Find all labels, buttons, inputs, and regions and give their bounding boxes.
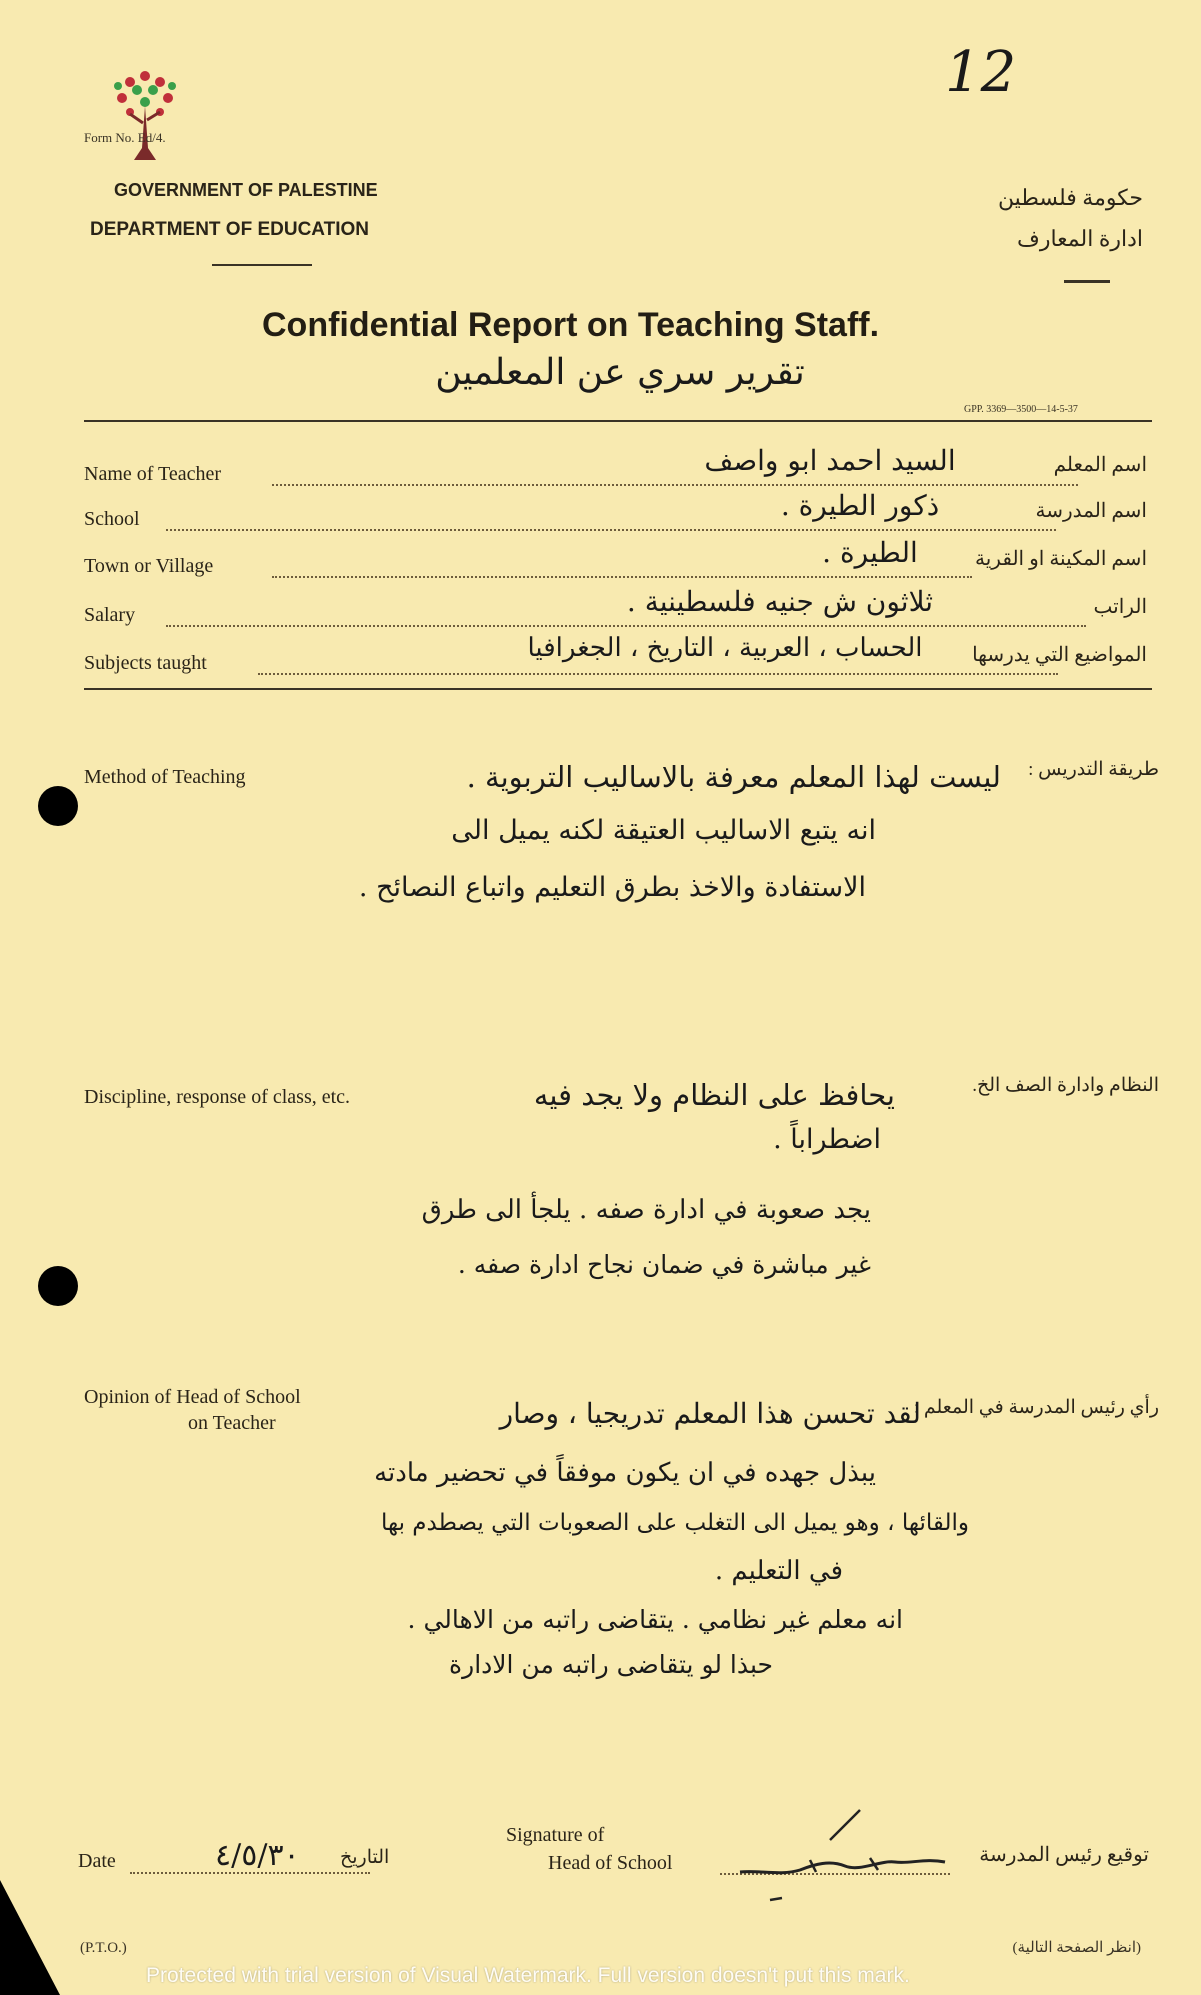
section-label-en: Opinion of Head of School — [84, 1386, 301, 1408]
section-label-ar: النظام وادارة الصف الخ. — [972, 1075, 1159, 1096]
date-label-en: Date — [78, 1850, 116, 1872]
page-number: 12 — [945, 40, 1017, 105]
page-corner-shadow — [0, 1880, 80, 1995]
report-title-en: Confidential Report on Teaching Staff. — [262, 306, 880, 344]
handwritten-line: والقائها ، وهو يميل الى التغلب على الصعوبات التي يصطدم بها — [380, 1510, 969, 1536]
field-value: ثلاثون ش جنيه فلسطينية . — [626, 585, 934, 618]
punch-hole-top — [38, 786, 78, 826]
date-label-ar: التاريخ — [340, 1847, 390, 1868]
field-label-ar: الراتب — [1093, 596, 1147, 618]
header-divider-left — [212, 264, 312, 266]
handwritten-line: ليست لهذا المعلم معرفة بالاساليب التربوية . — [466, 760, 1001, 794]
handwritten-line: يحافظ على النظام ولا يجد فيه — [533, 1078, 895, 1112]
report-title-ar: تقرير سري عن المعلمين — [435, 352, 805, 393]
header-divider-right — [1064, 280, 1110, 283]
punch-hole-bottom — [38, 1266, 78, 1306]
section-label-en: Method of Teaching — [84, 766, 246, 788]
handwritten-line: انه يتبع الاساليب العتيقة لكنه يميل الى — [451, 815, 876, 846]
field-label-ar: اسم المدرسة — [1035, 500, 1147, 522]
handwritten-line: غير مباشرة في ضمان نجاح ادارة صفه . — [457, 1250, 871, 1279]
fields-bottom-rule — [84, 688, 1152, 690]
signature-label-2: Head of School — [548, 1852, 673, 1874]
handwritten-line: لقد تحسن هذا المعلم تدريجيا ، وصار — [499, 1397, 921, 1430]
handwritten-line: انه معلم غير نظامي . يتقاضى راتبه من الاهالي . — [407, 1605, 903, 1634]
fields-top-rule — [84, 420, 1152, 422]
field-label-en: School — [84, 508, 140, 530]
handwritten-line: يجد صعوبة في ادارة صفه . يلجأ الى طرق — [421, 1195, 871, 1225]
pto-label: (P.T.O.) — [80, 1940, 127, 1956]
pto-label-ar: (انظر الصفحة التالية) — [1012, 1940, 1141, 1956]
date-value: ٤/٥/٣٠ — [215, 1838, 300, 1873]
field-label-ar: اسم المكينة او القرية — [975, 548, 1147, 570]
printer-reference: GPP. 3369—3500—14-5-37 — [964, 404, 1078, 415]
section-label-ar: رأي رئيس المدرسة في المعلم : — [913, 1397, 1159, 1418]
dept-title-ar: ادارة المعارف — [1017, 226, 1143, 251]
field-value: ذكور الطيرة . — [780, 489, 940, 522]
signature-label-1: Signature of — [506, 1824, 605, 1846]
field-label-en: Name of Teacher — [84, 463, 222, 485]
handwritten-line: الاستفادة والاخذ بطرق التعليم واتباع النصائح . — [358, 872, 866, 903]
field-label-en: Subjects taught — [84, 652, 207, 674]
field-label-ar: المواضيع التي يدرسها — [972, 644, 1147, 666]
field-value: الحساب ، العربية ، التاريخ ، الجغرافيا — [527, 633, 923, 663]
signature-handwritten — [720, 1800, 960, 1910]
field-dotted-line — [272, 484, 1078, 486]
section-label-en: Discipline, response of class, etc. — [84, 1086, 351, 1108]
tree-logo — [110, 68, 180, 168]
field-dotted-line — [258, 673, 1058, 675]
field-dotted-line — [166, 625, 1086, 627]
gov-title-ar: حكومة فلسطين — [997, 185, 1143, 210]
handwritten-line: اضطراباً . — [773, 1124, 881, 1155]
section-label-en-2: on Teacher — [188, 1412, 276, 1434]
field-label-ar: اسم المعلم — [1053, 454, 1147, 476]
field-label-en: Salary — [84, 604, 136, 626]
handwritten-line: في التعليم . — [714, 1556, 843, 1586]
field-dotted-line — [166, 529, 1056, 531]
signature-label-ar: توقيع رئيس المدرسة — [979, 1844, 1149, 1866]
gov-title-en: GOVERNMENT OF PALESTINE — [114, 180, 378, 200]
trial-watermark: Protected with trial version of Visual Watermark. Full version doesn't put this mark. — [146, 1964, 910, 1987]
section-label-ar: طريقة التدريس : — [1028, 759, 1159, 780]
handwritten-line: حبذا لو يتقاضى راتبه من الادارة — [449, 1650, 773, 1679]
field-value: السيد احمد ابو واصف — [704, 444, 956, 477]
field-label-en: Town or Village — [84, 555, 214, 577]
field-value: الطيرة . — [822, 536, 918, 569]
field-dotted-line — [272, 576, 972, 578]
dept-title-en: DEPARTMENT OF EDUCATION — [90, 219, 370, 240]
handwritten-line: يبذل جهده في ان يكون موفقاً في تحضير مادته — [374, 1458, 876, 1488]
form-number: Form No. Ed/4. — [84, 130, 166, 145]
